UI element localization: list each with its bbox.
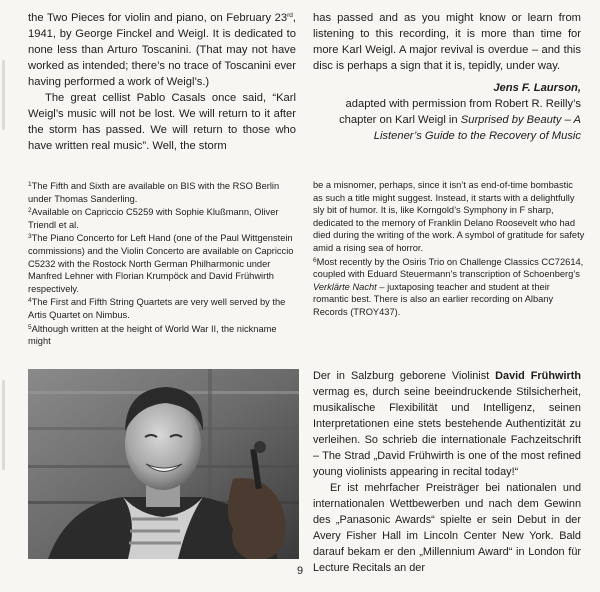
footnote-2: $^2$Available on Capriccio C5259 with Sophie Klußmann, Oliver Triendl et al. xyxy=(28,207,279,230)
paragraph-revival: has passed and as you might know or learn from listening to this recording, it is more than time for more Karl Weigl. A major revival is overdue – and this disc is perhaps a sign that it is, tepidly, under way. xyxy=(313,12,581,72)
footnote-6: $^6$Most recently by the Osiris Trio on Challenge Classics CC72614, coupled with Eduard Steuermann’s transcription of Schoenberg’s Verklärte Nacht – juxtaposing teacher and student at their romantic best. There is also an earlier recording on Albany Records (TROY437). xyxy=(313,256,584,317)
footnotes-right xyxy=(313,179,585,319)
footnote-5: $^5$Although written at the height of World War II, the nickname might xyxy=(28,323,277,347)
footnotes-left xyxy=(28,179,300,348)
footnote-4: $^4$The First and Fifth String Quartets are very well served by the Artis Quartet on Nimbus. xyxy=(28,297,286,320)
essay-column-right xyxy=(313,10,581,144)
violinist-portrait-photo xyxy=(28,369,299,559)
author-signature: Jens F. Laurson, xyxy=(493,82,581,94)
paragraph-two-pieces: the Two Pieces for violin and piano, on February 23rd, 1941, by George Finckel and Weigl. It is dedicated to none less than Arturo Toscanini. (That may not have worked as intended; there’s no trace of Toscanini ever having performed a work of Weigl’s.) xyxy=(28,12,296,88)
german-paragraph-1: Der in Salzburg geborene Violinist David Frühwirth vermag es, durch seine beeindruckende Stilsicherheit, musikalische Flexibilität und Intelligenz, seinen Interpretationen eine stets bestehende Authentizität zu verleihen. So schrieb die internationale Fachzeitschrift – The Strad „David Frühwirth is one of the most refined young violinists appearing in recital today!“ xyxy=(313,370,581,478)
paragraph-casals-quote: The great cellist Pablo Casals once said, “Karl Weigl’s music will not be lost. We will return to it after the storm has passed. We will return to those who have written real music”. Well, the storm xyxy=(28,92,296,152)
book-title: Surprised by Beauty – A Listener’s Guide to the Recovery of Music xyxy=(373,114,581,142)
artist-name: David Frühwirth xyxy=(495,370,581,382)
violinist-portrait-image xyxy=(28,369,299,559)
footnote-3: $^3$The Piano Concerto for Left Hand (one of the Paul Wittgenstein commissions) and the Violin Concerto are available on Capriccio C5232 with the Rostock North German Philharmonic under Manfred Lehner with Florian Krumpöck and David Frühwirth respectively. xyxy=(28,233,294,294)
author-credit: adapted with permission from Robert R. Reilly’s chapter on Karl Weigl in Surprised by Beauty – A Listener’s Guide to the Recovery of Music xyxy=(339,98,581,142)
essay-column-left xyxy=(28,10,296,154)
footnote-5-continued: be a misnomer, perhaps, since it isn’t as end-of-time bombastic as such a title might suggest. Instead, it starts with a delightfully sly bit of humor. It is, like Korngold’s Symphony in F sharp, dedicated to the memory of Franklin Delano Roosevelt who had died during the writing of the work. A symbol of gratitude for safety amid a rising sea of horror. xyxy=(313,180,585,253)
footnote-1: $^1$The Fifth and Sixth are available on BIS with the RSO Berlin under Thomas Sanderling. xyxy=(28,181,280,204)
binding-edge-mark xyxy=(2,60,5,130)
german-biography xyxy=(313,368,581,576)
page-number: 9 xyxy=(296,565,304,577)
german-paragraph-2: Er ist mehrfacher Preisträger bei nationalen und internationalen Wettbewerben und nach dem Gewinn des „Panasonic Awards“ spielte er sein Debut in der Avery Fisher Hall im Lincoln Center New York. Bald darauf bekam er den „Millennium Award“ in London für Lecture Recitals an der xyxy=(313,482,581,574)
binding-edge-mark xyxy=(2,380,5,470)
